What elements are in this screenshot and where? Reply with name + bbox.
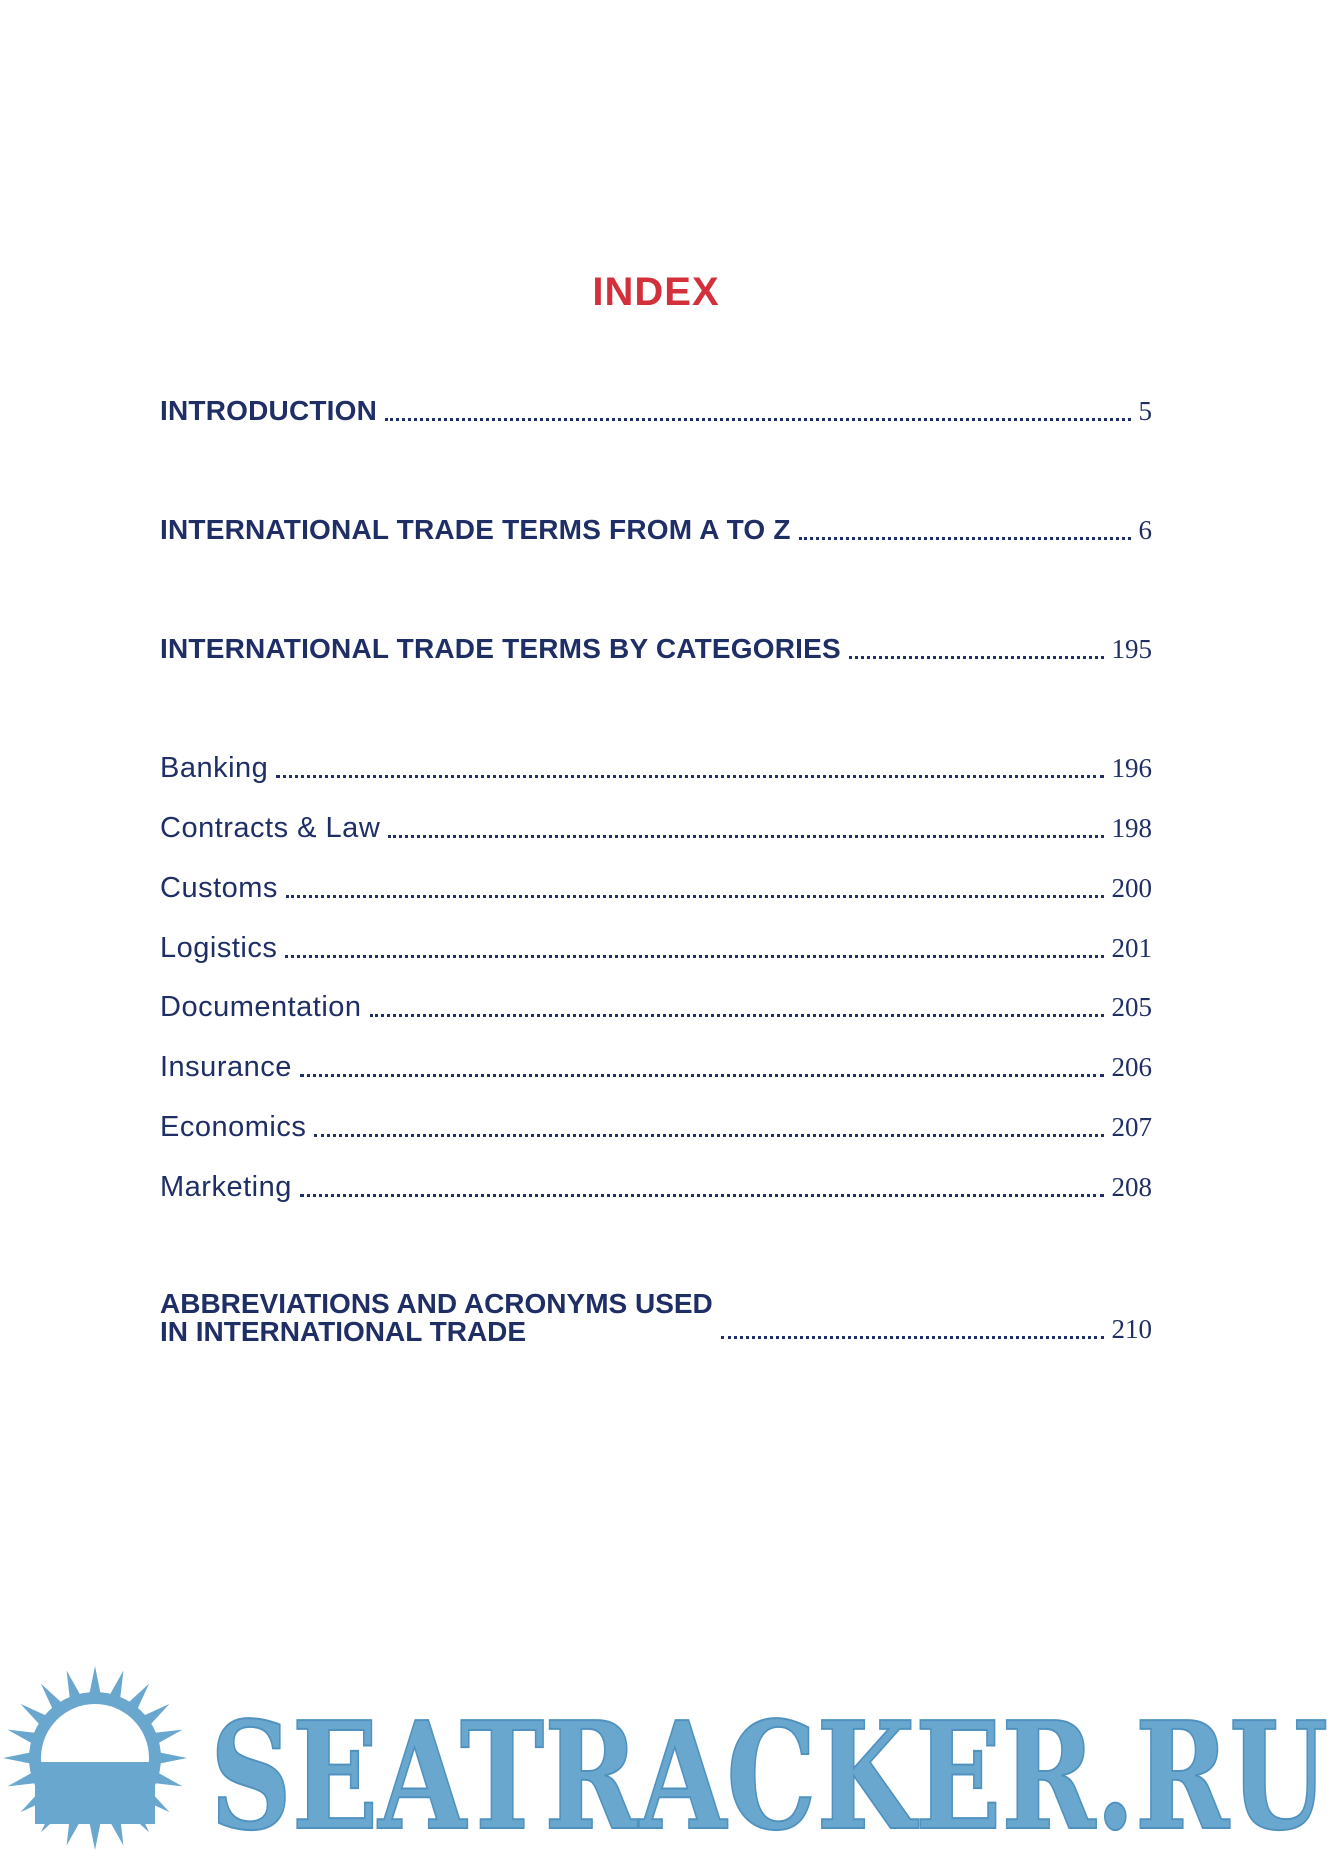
dot-leader <box>849 656 1104 659</box>
toc-entry-abbreviations[interactable] <box>160 1290 1152 1346</box>
dot-leader <box>286 895 1104 898</box>
toc-entry-banking[interactable] <box>160 751 1152 785</box>
dot-leader <box>388 835 1103 838</box>
toc-entry-insurance[interactable] <box>160 1050 1152 1084</box>
toc-entry-trade-terms-a-to-z[interactable] <box>160 513 1152 547</box>
toc-entry-documentation[interactable] <box>160 990 1152 1024</box>
toc-page-number: 200 <box>1111 873 1152 903</box>
toc-entry-label: Customs <box>160 872 278 904</box>
sun-icon <box>3 1666 187 1850</box>
toc-page-number: 210 <box>1111 1314 1152 1344</box>
toc-entry-label: INTRODUCTION <box>160 395 378 426</box>
toc-entry-label: INTERNATIONAL TRADE TERMS FROM A TO Z <box>160 514 791 545</box>
dot-leader <box>285 955 1103 958</box>
dot-leader <box>300 1194 1104 1197</box>
watermark <box>0 1660 1339 1851</box>
dot-leader <box>314 1134 1103 1137</box>
toc-page-number: 205 <box>1111 992 1152 1022</box>
toc-entry-label: Marketing <box>160 1171 292 1203</box>
toc-entry-contracts-law[interactable] <box>160 811 1152 845</box>
toc-entry-label-line1: ABBREVIATIONS AND ACRONYMS USED <box>160 1288 713 1319</box>
toc-entry-label: Logistics <box>160 932 278 964</box>
toc-page-number: 5 <box>1138 396 1152 426</box>
toc-page-number: 198 <box>1111 813 1152 843</box>
toc-page-number: 195 <box>1111 634 1152 664</box>
toc-entry-customs[interactable] <box>160 871 1152 905</box>
dot-leader <box>385 418 1130 421</box>
toc-page-number: 201 <box>1111 933 1152 963</box>
toc-entry-label: Banking <box>160 752 269 784</box>
dot-leader <box>799 537 1131 540</box>
toc-entry-label: Documentation <box>160 991 362 1023</box>
toc-page-number: 6 <box>1138 515 1152 545</box>
toc-entry-logistics[interactable] <box>160 931 1152 965</box>
toc-page-number: 196 <box>1111 753 1152 783</box>
dot-leader <box>370 1014 1104 1017</box>
toc-entry-label: Contracts & Law <box>160 812 381 844</box>
toc-page-number: 207 <box>1111 1112 1152 1142</box>
toc-entry-label <box>160 1290 713 1346</box>
toc-entry-label: Insurance <box>160 1051 292 1083</box>
toc-entry-label: Economics <box>160 1111 307 1143</box>
dot-leader <box>721 1336 1104 1339</box>
page-title: INDEX <box>592 270 720 314</box>
watermark-text: SEATRACKER.RU <box>210 1689 1328 1851</box>
toc-entry-economics[interactable] <box>160 1110 1152 1144</box>
toc-entry-label: INTERNATIONAL TRADE TERMS BY CATEGORIES <box>160 633 841 664</box>
toc-page-number: 206 <box>1111 1052 1152 1082</box>
toc-page-number: 208 <box>1111 1172 1152 1202</box>
dot-leader <box>276 775 1103 778</box>
toc-entry-introduction[interactable] <box>160 394 1152 428</box>
toc-entry-trade-terms-by-categories[interactable] <box>160 632 1152 666</box>
toc-entry-label-line2: IN INTERNATIONAL TRADE <box>160 1316 527 1347</box>
dot-leader <box>300 1074 1104 1077</box>
toc-entry-marketing[interactable] <box>160 1170 1152 1204</box>
